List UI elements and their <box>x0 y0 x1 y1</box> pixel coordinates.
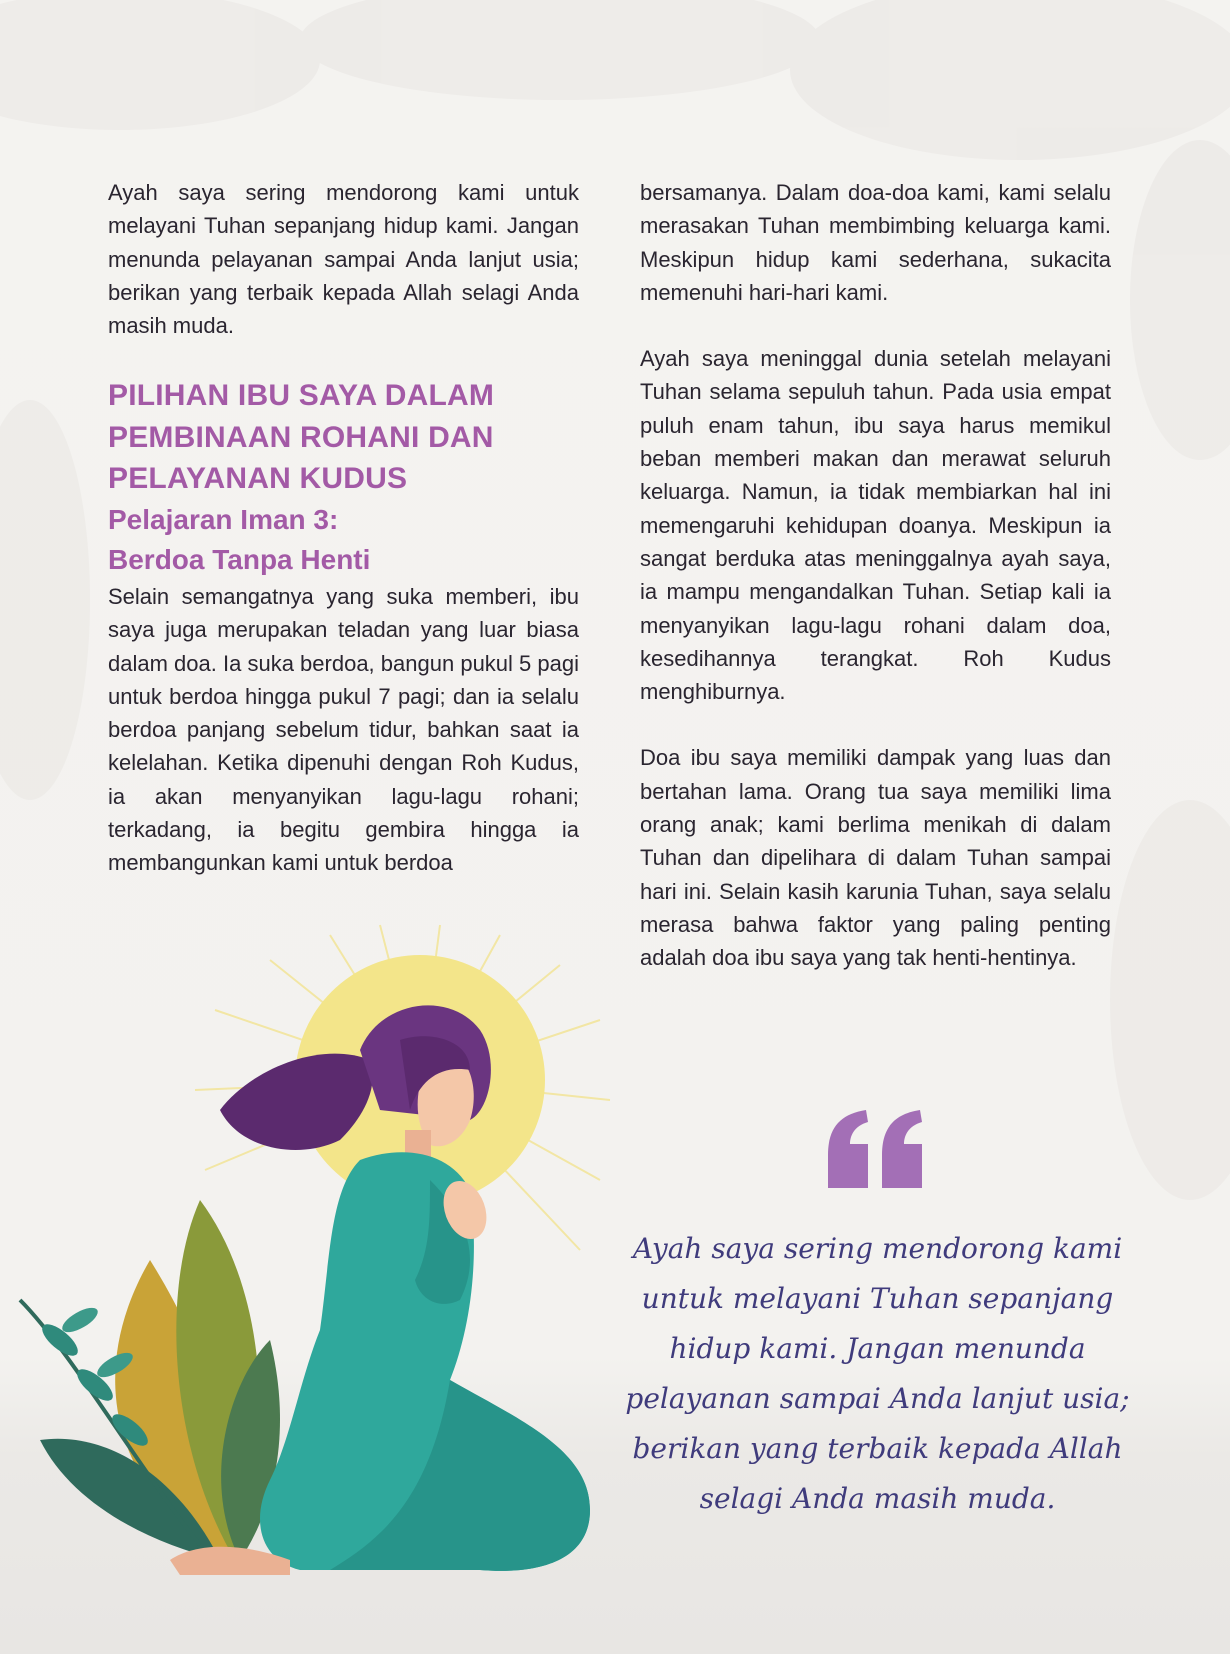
quote-line: selagi Anda masih muda. <box>699 1482 1056 1515</box>
quote-line: berikan yang terbaik kepada Allah <box>632 1432 1123 1465</box>
heading-line: PILIHAN IBU SAYA DALAM <box>108 379 495 413</box>
left-column <box>108 176 579 880</box>
body-paragraph: Doa ibu saya memiliki dampak yang luas dan bertahan lama. Orang tua saya memiliki lima orang anak; kami berlima menikah di dalam Tuhan dan dipelihara di dalam Tuhan sampai hari ini. Selain kasih karunia Tuhan, saya selalu merasa bahwa faktor yang paling penting adalah doa ibu saya yang tak henti-hentinya. <box>640 745 1111 971</box>
quote-line: untuk melayani Tuhan sepanjang <box>641 1282 1114 1315</box>
heading-line: PEMBINAAN ROHANI DAN <box>108 420 494 454</box>
right-column <box>640 176 1111 975</box>
heading-line: PELAYANAN KUDUS <box>108 462 408 496</box>
quote-line: pelayanan sampai Anda lanjut usia; <box>625 1382 1130 1415</box>
body-paragraph: Ayah saya meninggal dunia setelah melayani Tuhan selama sepuluh tahun. Pada usia empat puluh enam tahun, ibu saya harus memikul beban memberi makan dan merawat seluruh keluarga. Namun, ia tidak membiarkan hal ini memengaruhi kehidupan doanya. Meskipun ia sangat berduka atas meninggalnya ayah saya, ia mampu mengandalkan Tuhan. Setiap kali ia menyanyikan lagu-lagu rohani dalam doa, kesedihannya terangkat. Roh Kudus menghiburnya. <box>640 346 1111 705</box>
praying-woman-illustration <box>0 920 620 1600</box>
quote-mark-icon <box>826 1110 926 1190</box>
section-subheading <box>108 500 579 580</box>
section-heading <box>108 375 579 500</box>
pull-quote <box>620 1224 1135 1524</box>
quote-line: Ayah saya sering mendorong kami <box>632 1232 1123 1265</box>
body-paragraph: Selain semangatnya yang suka memberi, ibu saya juga merupakan teladan yang luar biasa dalam doa. Ia suka berdoa, bangun pukul 5 pagi untuk berdoa hingga pukul 7 pagi; dan ia selalu berdoa panjang sebelum tidur, bahkan saat ia kelelahan. Ketika dipenuhi dengan Roh Kudus, ia akan menyanyikan lagu-lagu rohani; terkadang, ia begitu gembira hingga ia membangunkan kami untuk berdoa <box>108 583 579 876</box>
subheading-line: Berdoa Tanpa Henti <box>108 543 371 575</box>
plant-leaves <box>20 1200 280 1560</box>
intro-paragraph: Ayah saya sering mendorong kami untuk melayani Tuhan sepanjang hidup kami. Jangan menunda pelayanan sampai Anda lanjut usia; berikan yang terbaik kepada Allah selagi Anda masih muda. <box>108 180 579 339</box>
quote-line: hidup kami. Jangan menunda <box>669 1332 1086 1365</box>
subheading-line: Pelajaran Iman 3: <box>108 503 339 535</box>
body-paragraph: bersamanya. Dalam doa-doa kami, kami selalu merasakan Tuhan membimbing keluarga kami. Meskipun hidup kami sederhana, sukacita memenuhi hari-hari kami. <box>640 180 1111 305</box>
